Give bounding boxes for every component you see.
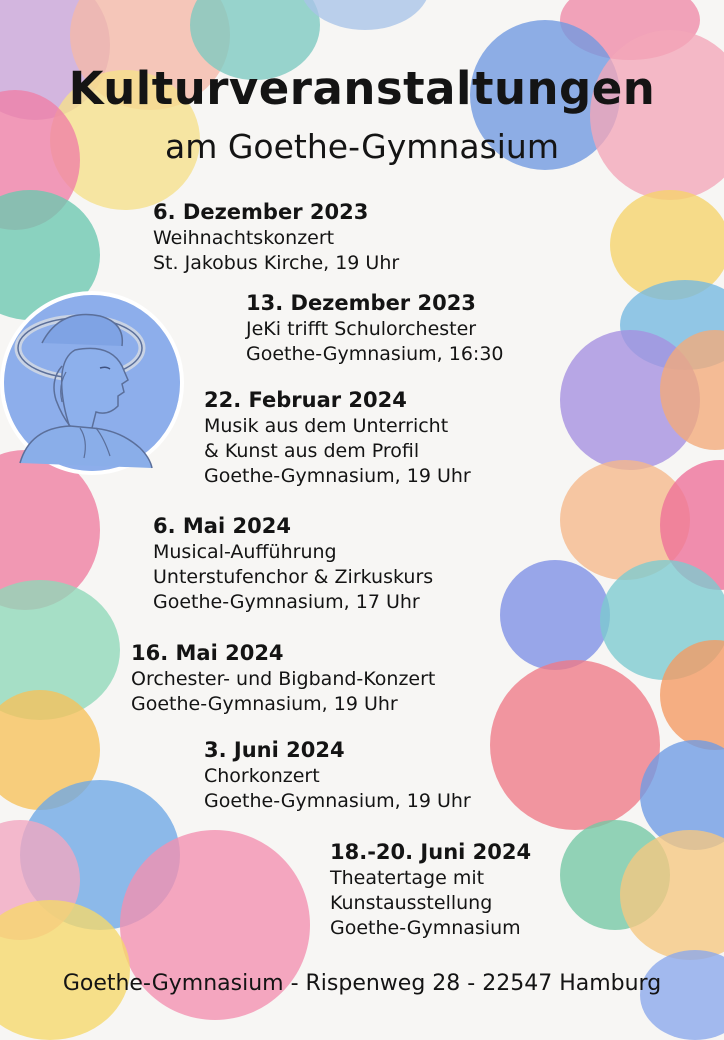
event-date: 6. Dezember 2023 (153, 200, 369, 224)
event-subtitle: Unterstufenchor & Zirkuskurs (153, 566, 434, 588)
page-title: Kulturveranstaltungen (68, 62, 656, 115)
event-date: 18.-20. Juni 2024 (330, 840, 532, 864)
event-item (246, 289, 504, 367)
event-location: Goethe-Gymnasium, 17 Uhr (153, 591, 420, 613)
event-title: Chorkonzert (204, 765, 320, 787)
event-title: Orchester- und Bigband-Konzert (131, 668, 436, 690)
event-title: Musical-Aufführung (153, 541, 337, 563)
event-title: Theatertage mit (330, 867, 485, 889)
event-title: Musik aus dem Unterricht (204, 415, 449, 437)
event-date: 13. Dezember 2023 (246, 291, 476, 315)
event-date: 6. Mai 2024 (153, 514, 291, 538)
event-date: 16. Mai 2024 (131, 641, 284, 665)
event-item (204, 386, 471, 489)
watercolor-circle (500, 560, 610, 670)
event-title: Weihnachtskonzert (153, 227, 335, 249)
page-subtitle: am Goethe-Gymnasium (164, 127, 559, 166)
event-item (131, 639, 435, 717)
footer-address: Goethe-Gymnasium - Rispenweg 28 - 22547 Hamburg (62, 971, 662, 996)
event-item (330, 838, 531, 941)
event-date: 3. Juni 2024 (204, 738, 345, 762)
event-location: Goethe-Gymnasium (330, 917, 521, 939)
event-date: 22. Februar 2024 (204, 388, 407, 412)
event-item (153, 198, 399, 276)
watercolor-circle (490, 660, 660, 830)
event-subtitle: & Kunst aus dem Profil (204, 440, 420, 462)
event-location: Goethe-Gymnasium, 19 Uhr (204, 465, 471, 487)
event-item (153, 512, 433, 615)
event-title: JeKi trifft Schulorchester (246, 318, 477, 340)
event-item (204, 736, 471, 814)
event-location: Goethe-Gymnasium, 19 Uhr (204, 790, 471, 812)
event-location: Goethe-Gymnasium, 16:30 (246, 343, 504, 365)
event-subtitle: Kunstausstellung (330, 892, 493, 914)
goethe-portrait-icon (0, 288, 190, 478)
event-location: Goethe-Gymnasium, 19 Uhr (131, 693, 398, 715)
event-location: St. Jakobus Kirche, 19 Uhr (153, 252, 400, 274)
